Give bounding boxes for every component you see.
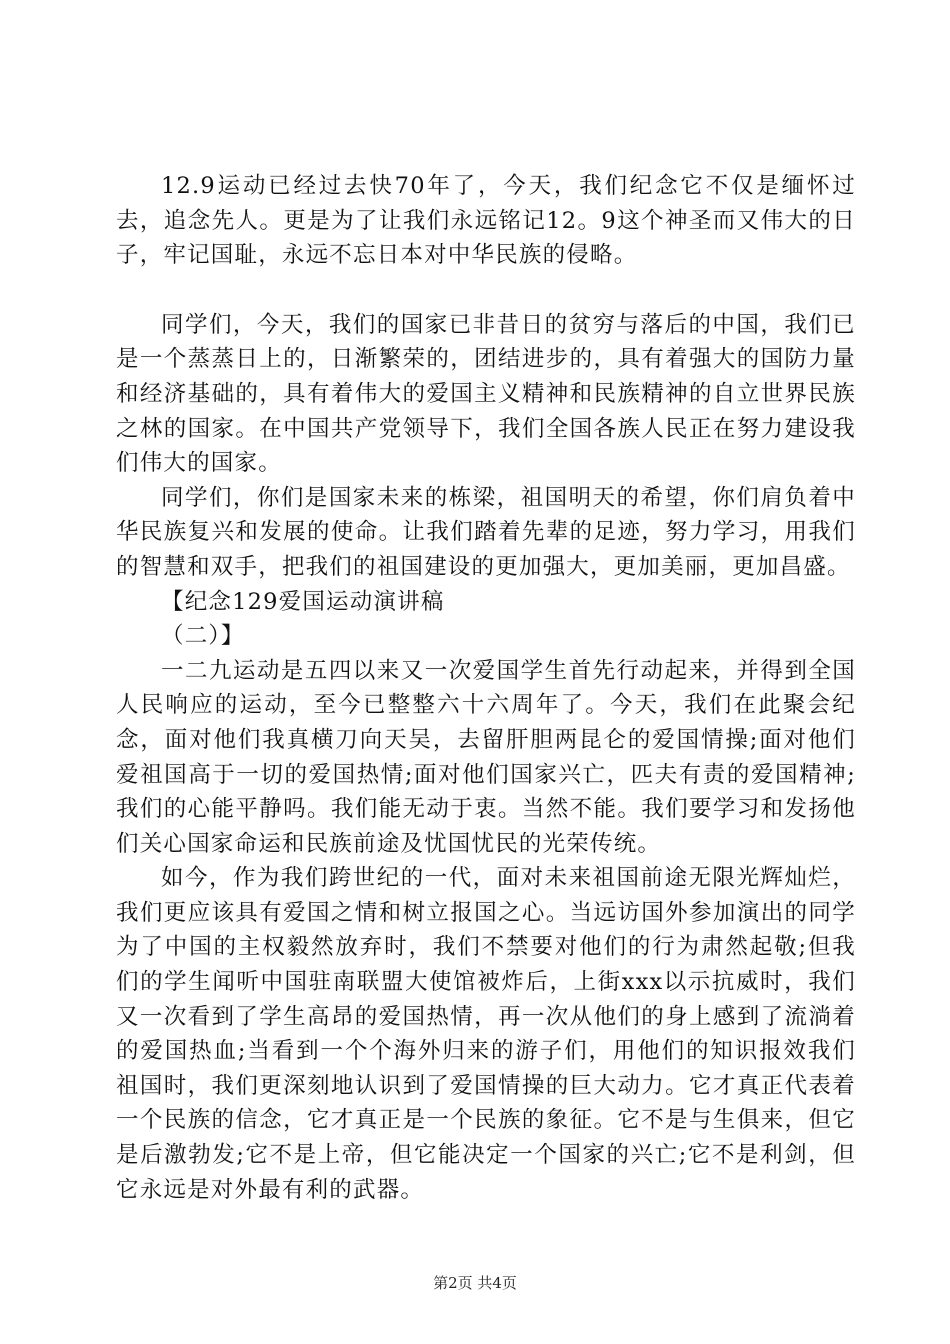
paragraph-1: 12.9运动已经过去快70年了，今天，我们纪念它不仅是缅怀过去，追念先人。更是为了让我们永远铭记12。9这个神圣而又伟大的日子，牢记国耻，永远不忘日本对中华民族的侵略。 [116,173,856,269]
document-body [116,169,856,1207]
paragraph-2: 同学们，今天，我们的国家已非昔日的贫穷与落后的中国，我们已是一个蒸蒸日上的，日渐繁荣的，团结进步的，具有着强大的国防力量和经济基础的，具有着伟大的爱国主义精神和民族精神的自立世界民族之林的国家。在中国共产党领导下，我们全国各族人民正在努力建设我们伟大的国家。 [116,311,856,477]
paragraph-4: 一二九运动是五四以来又一次爱国学生首先行动起来，并得到全国人民响应的运动，至今已整整六十六周年了。今天，我们在此聚会纪念，面对他们我真横刀向天吴，去留肝胆两昆仑的爱国情操;面对他们爱祖国高于一切的爱国热情;面对他们国家兴亡，匹夫有责的爱国精神;我们的心能平静吗。我们能无动于衷。当然不能。我们要学习和发扬他们关心国家命运和民族前途及忧国忧民的光荣传统。 [116,657,856,857]
section-heading-line-1: 【纪念129爱国运动演讲稿 [161,588,445,615]
section-heading-line-2: （二）】 [161,623,245,650]
page-footer [0,1272,950,1293]
paragraph-gap [116,273,856,308]
paragraph-5: 如今，作为我们跨世纪的一代，面对未来祖国前途无限光辉灿烂，我们更应该具有爱国之情和树立报国之心。当远访国外参加演出的同学为了中国的主权毅然放弃时，我们不禁要对他们的行为肃然起敬;但我们的学生闻听中国驻南联盟大使馆被炸后，上街xxx以示抗威时，我们又一次看到了学生高昂的爱国热情，再一次从他们的身上感到了流淌着的爱国热血;当看到一个个海外归来的游子们，用他们的知识报效我们祖国时，我们更深刻地认识到了爱国情操的巨大动力。它才真正代表着一个民族的信念，它才真正是一个民族的象征。它不是与生俱来，但它是后激勃发;它不是上帝，但它能决定一个国家的兴亡;它不是利剑，但它永远是对外最有利的武器。 [116,865,856,1203]
paragraph-3: 同学们，你们是国家未来的栋梁，祖国明天的希望，你们肩负着中华民族复兴和发展的使命。让我们踏着先辈的足迹，努力学习，用我们的智慧和双手，把我们的祖国建设的更加强大，更加美丽，更加昌盛。 [116,484,856,580]
page-number-label: 第2页 共4页 [433,1274,517,1292]
